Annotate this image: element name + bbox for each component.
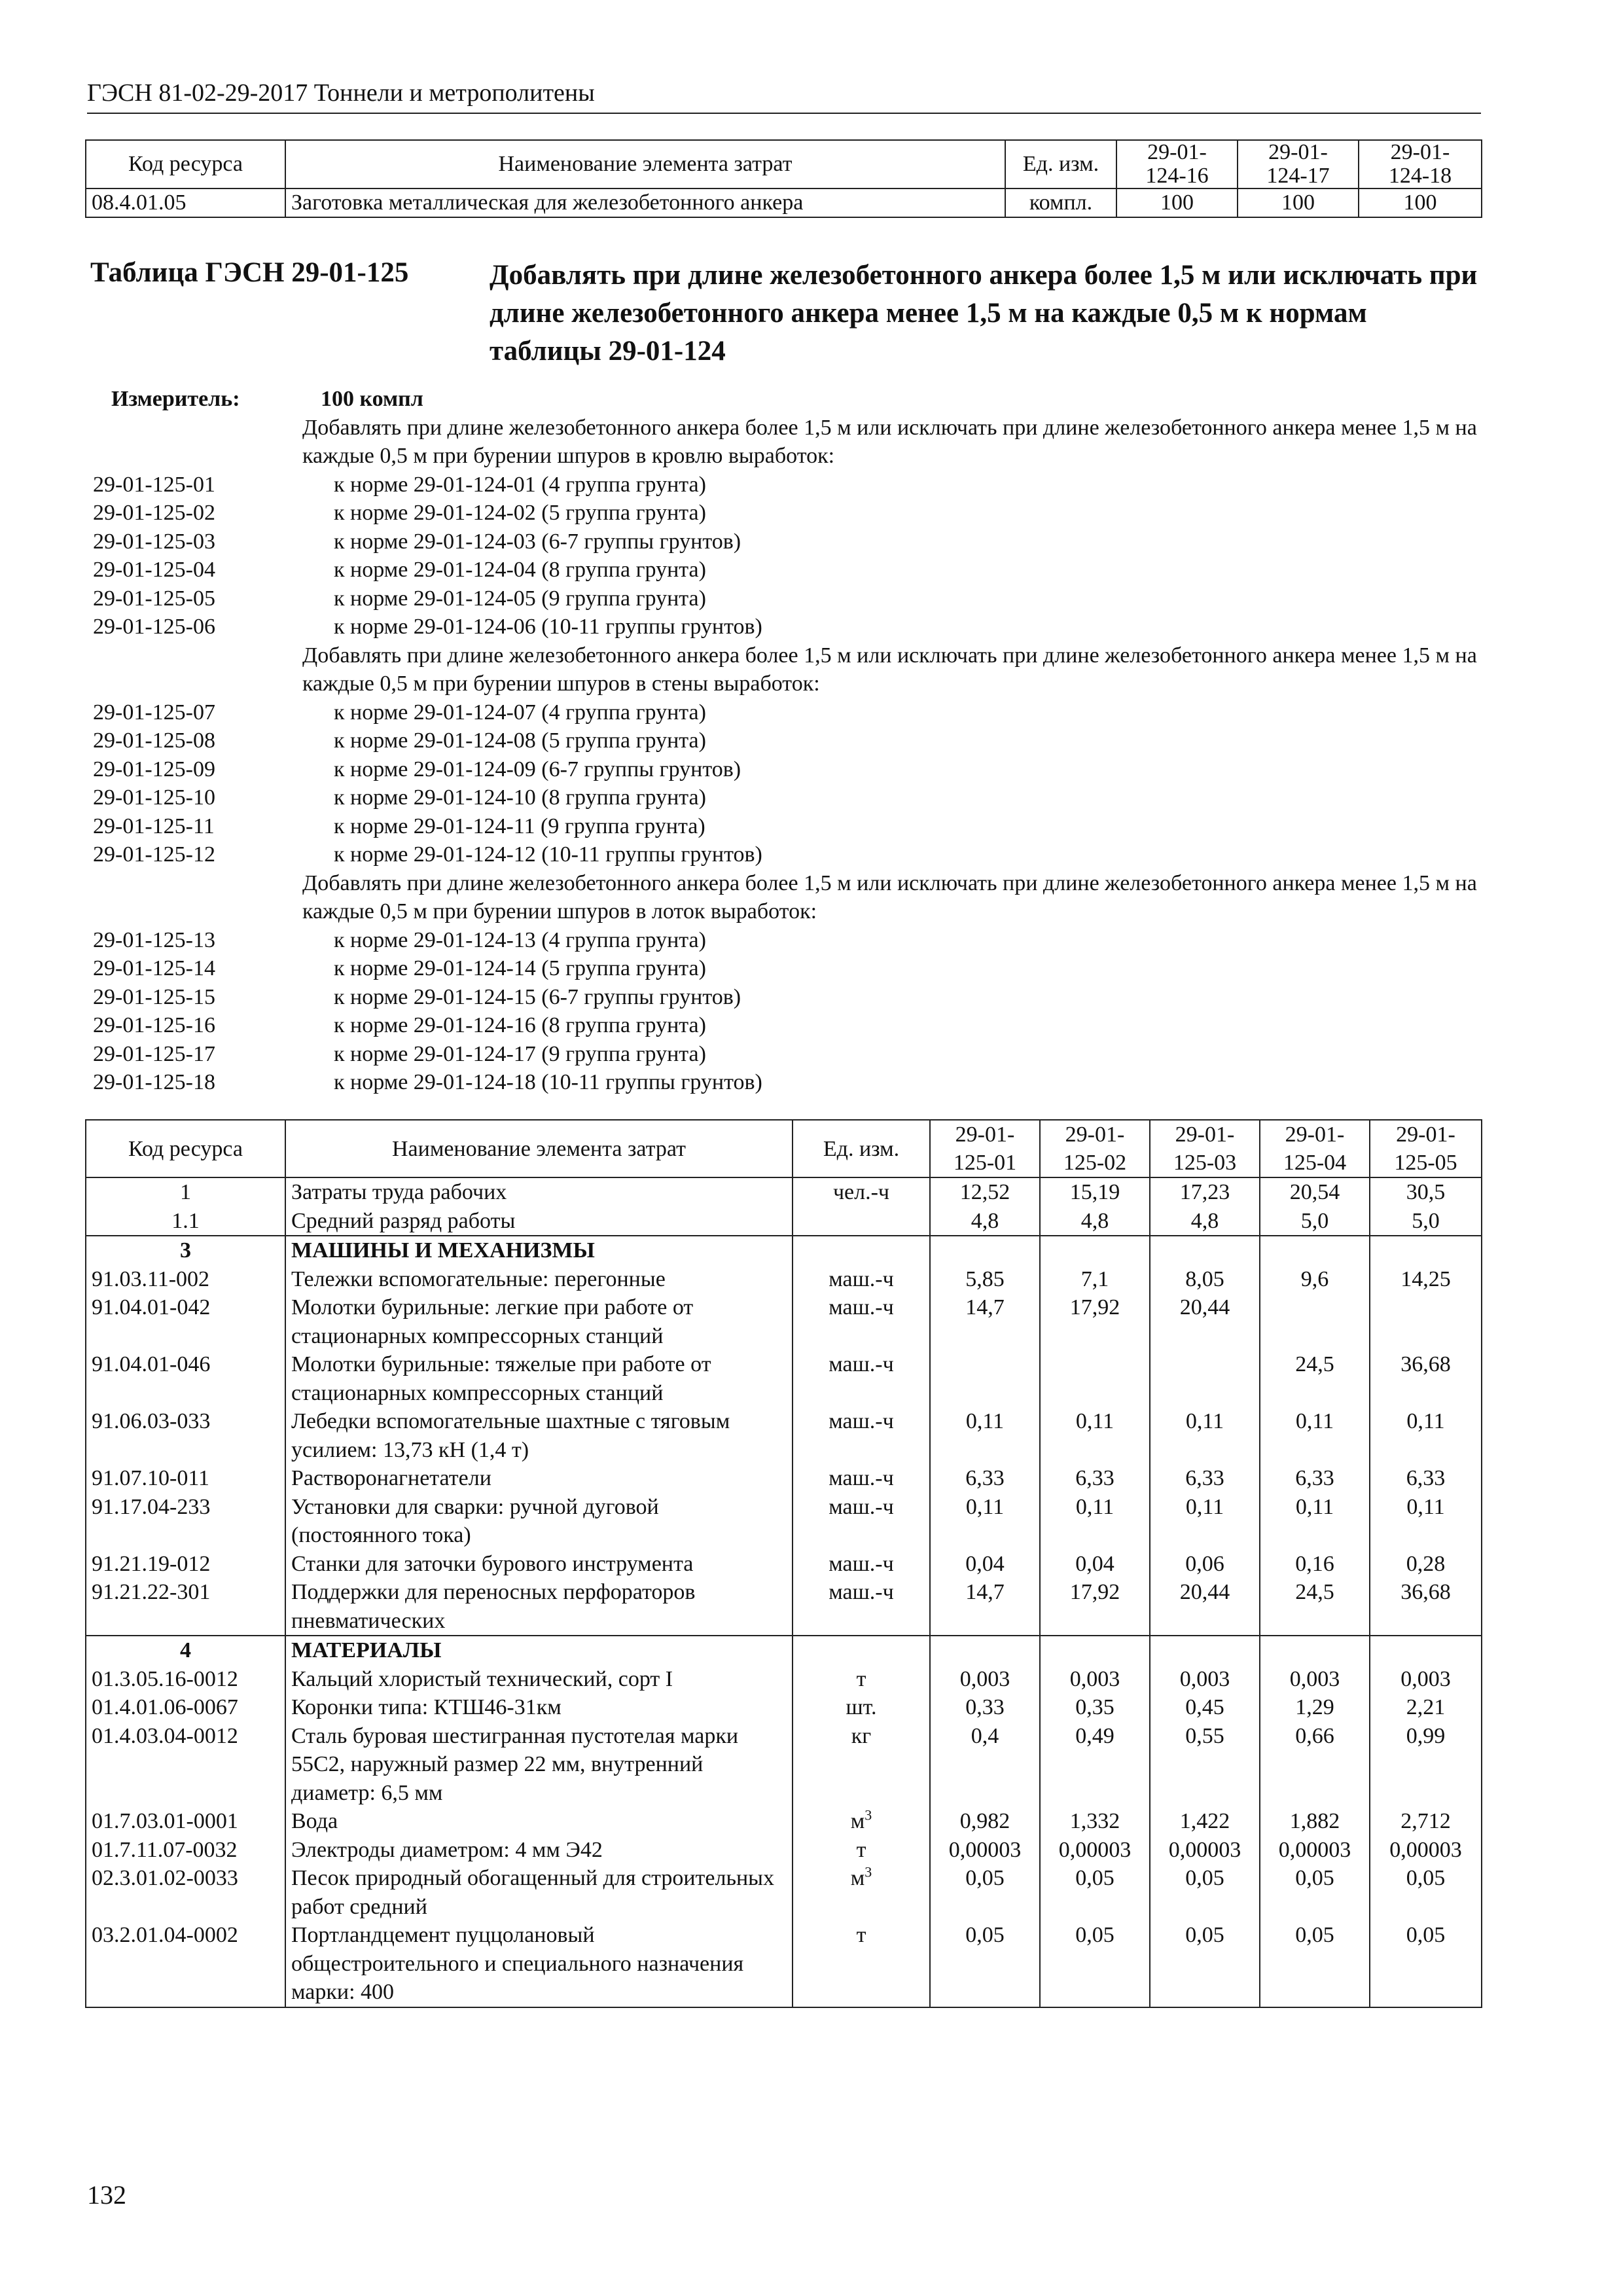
table-cell: 100 (1116, 188, 1238, 217)
table-row (86, 1722, 1482, 1808)
resource-name: Вода (285, 1807, 793, 1836)
value-cell (1260, 1636, 1370, 1665)
section-row (86, 1236, 1482, 1265)
column-header: 29-01- 124-16 (1116, 140, 1238, 188)
value-cell: 6,33 (930, 1464, 1040, 1493)
value-cell: 0,45 (1150, 1693, 1260, 1722)
measure-value: 100 компл (321, 387, 423, 411)
table-cell: 100 (1359, 188, 1482, 217)
value-cell: 0,11 (1260, 1407, 1370, 1464)
resource-code: 1 (86, 1177, 285, 1207)
table-row (86, 1578, 1482, 1636)
value-cell: 6,33 (1370, 1464, 1482, 1493)
column-header: 29-01- 125-03 (1150, 1120, 1260, 1177)
value-cell: 20,54 (1260, 1177, 1370, 1207)
value-cell: 24,5 (1260, 1578, 1370, 1636)
norm-text: к норме 29-01-124-17 (9 группа грунта) (334, 1041, 706, 1066)
value-cell: 0,16 (1260, 1550, 1370, 1579)
norm-item (85, 528, 1486, 556)
norm-code: 29-01-125-11 (93, 814, 215, 838)
value-cell: 0,11 (1040, 1407, 1150, 1464)
table-header-row (86, 1120, 1482, 1177)
norm-group-intro (85, 641, 1486, 698)
value-cell: 4,8 (1040, 1207, 1150, 1236)
value-cell (1370, 1236, 1482, 1265)
norm-text: к норме 29-01-124-16 (8 группа грунта) (334, 1013, 706, 1037)
norm-item (85, 755, 1486, 784)
value-cell: 0,55 (1150, 1722, 1260, 1808)
resource-code: 01.3.05.16-0012 (86, 1665, 285, 1694)
table-row (86, 1464, 1482, 1493)
norm-code: 29-01-125-08 (93, 728, 215, 753)
norm-group-intro (85, 869, 1486, 926)
resource-name: Установки для сварки: ручной дуговой (постоянного тока) (285, 1493, 793, 1550)
value-cell: 9,6 (1260, 1265, 1370, 1294)
resource-code: 03.2.01.04-0002 (86, 1921, 285, 2007)
norm-text: к норме 29-01-124-01 (4 группа грунта) (334, 472, 706, 497)
norm-item (85, 783, 1486, 812)
norm-item (85, 584, 1486, 613)
resource-code: 91.03.11-002 (86, 1265, 285, 1294)
norm-code: 29-01-125-03 (93, 529, 215, 554)
norm-item (85, 698, 1486, 727)
value-cell: 0,003 (1260, 1665, 1370, 1694)
value-cell: 20,44 (1150, 1578, 1260, 1636)
value-cell: 12,52 (930, 1177, 1040, 1207)
value-cell: 0,35 (1040, 1693, 1150, 1722)
norm-text: к норме 29-01-124-05 (9 группа грунта) (334, 586, 706, 611)
value-cell: 0,00003 (1150, 1836, 1260, 1865)
page-number: 132 (87, 2180, 126, 2210)
norm-item (85, 471, 1486, 499)
column-header: 29-01- 124-17 (1238, 140, 1359, 188)
resource-name: Станки для заточки бурового инструмента (285, 1550, 793, 1579)
norm-text: к норме 29-01-124-09 (6-7 группы грунтов) (334, 757, 741, 781)
norm-text: к норме 29-01-124-07 (4 группа грунта) (334, 700, 706, 725)
value-cell: 0,05 (1370, 1921, 1482, 2007)
value-cell: 6,33 (1260, 1464, 1370, 1493)
resource-name: Электроды диаметром: 4 мм Э42 (285, 1836, 793, 1865)
value-cell (1260, 1236, 1370, 1265)
resource-code: 3 (86, 1236, 285, 1265)
table-row (86, 188, 1482, 217)
norm-text: к норме 29-01-124-11 (9 группа грунта) (334, 814, 705, 838)
value-cell: 0,05 (1260, 1864, 1370, 1921)
value-cell: 0,11 (1040, 1493, 1150, 1550)
unit: т (793, 1836, 930, 1865)
column-header: Ед. изм. (793, 1120, 930, 1177)
norm-item (85, 1011, 1486, 1040)
value-cell: 0,11 (1150, 1493, 1260, 1550)
unit: маш.-ч (793, 1407, 930, 1464)
norm-code: 29-01-125-05 (93, 586, 215, 611)
resource-code: 02.3.01.02-0033 (86, 1864, 285, 1921)
value-cell (1150, 1236, 1260, 1265)
norm-item (85, 926, 1486, 955)
value-cell (1040, 1350, 1150, 1407)
norm-code: 29-01-125-14 (93, 956, 215, 980)
norm-code: 29-01-125-18 (93, 1070, 215, 1094)
norm-code: 29-01-125-07 (93, 700, 215, 725)
value-cell: 1,332 (1040, 1807, 1150, 1836)
norm-intro-text: Добавлять при длине железобетонного анкера более 1,5 м или исключать при длине железобетонного анкера менее 1,5 м на каждые 0,5 м при бурении шпуров в лоток выработок: (302, 870, 1477, 924)
value-cell: 0,00003 (1260, 1836, 1370, 1865)
table-row (86, 1265, 1482, 1294)
main-resource-table (85, 1119, 1482, 2008)
table-row (86, 1350, 1482, 1407)
norm-text: к норме 29-01-124-08 (5 группа грунта) (334, 728, 706, 753)
norm-item (85, 613, 1486, 641)
norm-item (85, 983, 1486, 1012)
norms-list (85, 385, 1486, 1097)
resource-name: Лебедки вспомогательные шахтные с тяговым усилием: 13,73 кН (1,4 т) (285, 1407, 793, 1464)
value-cell (930, 1350, 1040, 1407)
value-cell: 0,05 (930, 1921, 1040, 2007)
table-row (86, 1864, 1482, 1921)
resource-name: Кальций хлористый технический, сорт I (285, 1665, 793, 1694)
norm-code-empty (85, 641, 302, 698)
resource-code: 91.21.22-301 (86, 1578, 285, 1636)
unit: т (793, 1921, 930, 2007)
value-cell: 0,003 (930, 1665, 1040, 1694)
table-cell: 08.4.01.05 (86, 188, 285, 217)
unit: кг (793, 1722, 930, 1808)
value-cell: 0,04 (1040, 1550, 1150, 1579)
value-cell: 0,05 (1040, 1864, 1150, 1921)
norm-text: к норме 29-01-124-06 (10-11 группы грунтов) (334, 615, 762, 639)
value-cell: 1,882 (1260, 1807, 1370, 1836)
value-cell: 14,7 (930, 1578, 1040, 1636)
value-cell (1150, 1636, 1260, 1665)
norm-code: 29-01-125-10 (93, 785, 215, 810)
norm-item (85, 499, 1486, 528)
value-cell: 0,05 (1150, 1864, 1260, 1921)
resource-name: Сталь буровая шестигранная пустотелая марки 55С2, наружный размер 22 мм, внутренний диаметр: 6,5 мм (285, 1722, 793, 1808)
section-row (86, 1636, 1482, 1665)
resource-name: Песок природный обогащенный для строительных работ средний (285, 1864, 793, 1921)
table-row (86, 1207, 1482, 1236)
measure-label: Измеритель: (111, 387, 240, 411)
unit: маш.-ч (793, 1464, 930, 1493)
value-cell (1260, 1293, 1370, 1350)
value-cell: 1,422 (1150, 1807, 1260, 1836)
value-cell: 36,68 (1370, 1578, 1482, 1636)
table-row (86, 1407, 1482, 1464)
document-title: ГЭСН 81-02-29-2017 Тоннели и метрополитены (87, 79, 595, 107)
norm-item (85, 556, 1486, 584)
unit: маш.-ч (793, 1550, 930, 1579)
table-number: Таблица ГЭСН 29-01-125 (90, 257, 409, 288)
value-cell: 36,68 (1370, 1350, 1482, 1407)
norm-text: к норме 29-01-124-12 (10-11 группы грунтов) (334, 842, 762, 867)
norm-item (85, 1040, 1486, 1069)
value-cell (1150, 1350, 1260, 1407)
value-cell: 0,49 (1040, 1722, 1150, 1808)
resource-code: 01.4.01.06-0067 (86, 1693, 285, 1722)
norm-text: к норме 29-01-124-15 (6-7 группы грунтов) (334, 984, 741, 1009)
value-cell: 0,33 (930, 1693, 1040, 1722)
resource-name: МАШИНЫ И МЕХАНИЗМЫ (285, 1236, 793, 1265)
value-cell: 0,66 (1260, 1722, 1370, 1808)
resource-code: 01.7.03.01-0001 (86, 1807, 285, 1836)
measure-row (85, 385, 1486, 414)
norm-item (85, 840, 1486, 869)
unit (793, 1236, 930, 1265)
unit: маш.-ч (793, 1350, 930, 1407)
resource-name: Портландцемент пуццолановый общестроительного и специального назначения марки: 400 (285, 1921, 793, 2007)
norm-item (85, 954, 1486, 983)
resource-code: 91.07.10-011 (86, 1464, 285, 1493)
norm-group-intro (85, 414, 1486, 471)
value-cell (930, 1236, 1040, 1265)
value-cell: 6,33 (1040, 1464, 1150, 1493)
column-header: 29-01- 124-18 (1359, 140, 1482, 188)
norm-item (85, 1068, 1486, 1097)
value-cell: 0,05 (1040, 1921, 1150, 2007)
norm-code: 29-01-125-04 (93, 558, 215, 582)
norm-code: 29-01-125-13 (93, 927, 215, 952)
value-cell: 20,44 (1150, 1293, 1260, 1350)
resource-code: 01.4.03.04-0012 (86, 1722, 285, 1808)
resource-name: Молотки бурильные: легкие при работе от стационарных компрессорных станций (285, 1293, 793, 1350)
unit: $м^3$ (793, 1807, 930, 1836)
value-cell: 15,19 (1040, 1177, 1150, 1207)
norm-code: 29-01-125-01 (93, 472, 215, 497)
unit: т (793, 1665, 930, 1694)
norm-intro-text: Добавлять при длине железобетонного анкера более 1,5 м или исключать при длине железобетонного анкера менее 1,5 м на каждые 0,5 м при бурении шпуров в кровлю выработок: (302, 415, 1477, 468)
column-header: 29-01- 125-02 (1040, 1120, 1150, 1177)
norm-code-empty (85, 414, 302, 471)
norm-item (85, 812, 1486, 841)
value-cell (1370, 1293, 1482, 1350)
value-cell: 0,04 (930, 1550, 1040, 1579)
table-cell: 100 (1238, 188, 1359, 217)
norm-intro-text: Добавлять при длине железобетонного анкера более 1,5 м или исключать при длине железобетонного анкера менее 1,5 м на каждые 0,5 м при бурении шпуров в стены выработок: (302, 643, 1477, 696)
resource-code: 91.06.03-033 (86, 1407, 285, 1464)
value-cell: 0,11 (1260, 1493, 1370, 1550)
value-cell: 0,4 (930, 1722, 1040, 1808)
value-cell: 24,5 (1260, 1350, 1370, 1407)
value-cell: 0,00003 (1040, 1836, 1150, 1865)
value-cell: 2,21 (1370, 1693, 1482, 1722)
value-cell: 1,29 (1260, 1693, 1370, 1722)
value-cell: 5,0 (1260, 1207, 1370, 1236)
value-cell: 4,8 (1150, 1207, 1260, 1236)
unit: маш.-ч (793, 1493, 930, 1550)
value-cell: 0,28 (1370, 1550, 1482, 1579)
norm-code: 29-01-125-09 (93, 757, 215, 781)
resource-name: Поддержки для переносных перфораторов пневматических (285, 1578, 793, 1636)
table-row (86, 1493, 1482, 1550)
value-cell: 0,982 (930, 1807, 1040, 1836)
column-header: Наименование элемента затрат (285, 140, 1005, 188)
column-header: Ед. изм. (1005, 140, 1116, 188)
value-cell: 8,05 (1150, 1265, 1260, 1294)
norm-text: к норме 29-01-124-13 (4 группа грунта) (334, 927, 706, 952)
norm-text: к норме 29-01-124-02 (5 группа грунта) (334, 501, 706, 525)
value-cell: 6,33 (1150, 1464, 1260, 1493)
value-cell: 4,8 (930, 1207, 1040, 1236)
resource-code: 4 (86, 1636, 285, 1665)
value-cell: 0,003 (1040, 1665, 1150, 1694)
value-cell: 0,00003 (1370, 1836, 1482, 1865)
value-cell: 0,05 (1150, 1921, 1260, 2007)
unit (793, 1636, 930, 1665)
value-cell: 0,99 (1370, 1722, 1482, 1808)
value-cell: 5,85 (930, 1265, 1040, 1294)
table-row (86, 1293, 1482, 1350)
norm-code-empty (85, 869, 302, 926)
unit (793, 1207, 930, 1236)
unit: $м^3$ (793, 1864, 930, 1921)
resource-name: Молотки бурильные: тяжелые при работе от стационарных компрессорных станций (285, 1350, 793, 1407)
value-cell: 17,92 (1040, 1578, 1150, 1636)
value-cell: 0,11 (930, 1493, 1040, 1550)
page-header (87, 79, 1481, 114)
value-cell: 14,7 (930, 1293, 1040, 1350)
value-cell: 30,5 (1370, 1177, 1482, 1207)
value-cell (1370, 1636, 1482, 1665)
value-cell: 0,00003 (930, 1836, 1040, 1865)
table-cell: компл. (1005, 188, 1116, 217)
value-cell (1040, 1236, 1150, 1265)
norm-code: 29-01-125-02 (93, 501, 215, 525)
table-row (86, 1836, 1482, 1865)
norm-item (85, 726, 1486, 755)
column-header: 29-01- 125-01 (930, 1120, 1040, 1177)
resource-name: Затраты труда рабочих (285, 1177, 793, 1207)
column-header: Код ресурса (86, 1120, 285, 1177)
resource-code: 91.04.01-046 (86, 1350, 285, 1407)
norm-code: 29-01-125-06 (93, 615, 215, 639)
norm-code: 29-01-125-12 (93, 842, 215, 867)
norm-code: 29-01-125-17 (93, 1041, 215, 1066)
norm-text: к норме 29-01-124-04 (8 группа грунта) (334, 558, 706, 582)
norm-text: к норме 29-01-124-18 (10-11 группы грунтов) (334, 1070, 762, 1094)
resource-code: 01.7.11.07-0032 (86, 1836, 285, 1865)
table-heading: Добавлять при длине железобетонного анкера более 1,5 м или исключать при длине железобетонного анкера менее 1,5 м на каждые 0,5 м к нормам таблицы 29-01-124 (490, 260, 1478, 367)
table-row (86, 1693, 1482, 1722)
table-cell: Заготовка металлическая для железобетонного анкера (285, 188, 1005, 217)
value-cell: 0,11 (930, 1407, 1040, 1464)
table-header-row (86, 140, 1482, 188)
table-row (86, 1807, 1482, 1836)
unit: маш.-ч (793, 1293, 930, 1350)
norm-text: к норме 29-01-124-14 (5 группа грунта) (334, 956, 706, 980)
resource-name: Средний разряд работы (285, 1207, 793, 1236)
value-cell: 0,06 (1150, 1550, 1260, 1579)
resource-code: 91.04.01-042 (86, 1293, 285, 1350)
value-cell: 5,0 (1370, 1207, 1482, 1236)
resource-name: Тележки вспомогательные: перегонные (285, 1265, 793, 1294)
table-row (86, 1550, 1482, 1579)
value-cell: 2,712 (1370, 1807, 1482, 1836)
value-cell: 0,11 (1370, 1407, 1482, 1464)
value-cell: 0,003 (1150, 1665, 1260, 1694)
value-cell: 0,05 (1260, 1921, 1370, 2007)
value-cell: 17,92 (1040, 1293, 1150, 1350)
table-row (86, 1921, 1482, 2007)
resource-name: Коронки типа: КТШ46-31км (285, 1693, 793, 1722)
value-cell: 0,003 (1370, 1665, 1482, 1694)
resource-code: 91.21.19-012 (86, 1550, 285, 1579)
resource-name: Растворонагнетатели (285, 1464, 793, 1493)
resource-code: 1.1 (86, 1207, 285, 1236)
value-cell: 7,1 (1040, 1265, 1150, 1294)
column-header: Наименование элемента затрат (285, 1120, 793, 1177)
value-cell: 0,05 (1370, 1864, 1482, 1921)
value-cell: 0,05 (930, 1864, 1040, 1921)
unit: шт. (793, 1693, 930, 1722)
table-row (86, 1177, 1482, 1207)
column-header: 29-01- 125-05 (1370, 1120, 1482, 1177)
resource-name: МАТЕРИАЛЫ (285, 1636, 793, 1665)
norm-code: 29-01-125-15 (93, 984, 215, 1009)
value-cell: 0,11 (1150, 1407, 1260, 1464)
top-resource-table (85, 139, 1482, 218)
unit: чел.-ч (793, 1177, 930, 1207)
value-cell (1040, 1636, 1150, 1665)
column-header: 29-01- 125-04 (1260, 1120, 1370, 1177)
value-cell (930, 1636, 1040, 1665)
norm-text: к норме 29-01-124-03 (6-7 группы грунтов) (334, 529, 741, 554)
norm-code: 29-01-125-16 (93, 1013, 215, 1037)
norm-text: к норме 29-01-124-10 (8 группа грунта) (334, 785, 706, 810)
column-header: Код ресурса (86, 140, 285, 188)
value-cell: 17,23 (1150, 1177, 1260, 1207)
resource-code: 91.17.04-233 (86, 1493, 285, 1550)
value-cell: 0,11 (1370, 1493, 1482, 1550)
unit: маш.-ч (793, 1265, 930, 1294)
table-row (86, 1665, 1482, 1694)
value-cell: 14,25 (1370, 1265, 1482, 1294)
unit: маш.-ч (793, 1578, 930, 1636)
